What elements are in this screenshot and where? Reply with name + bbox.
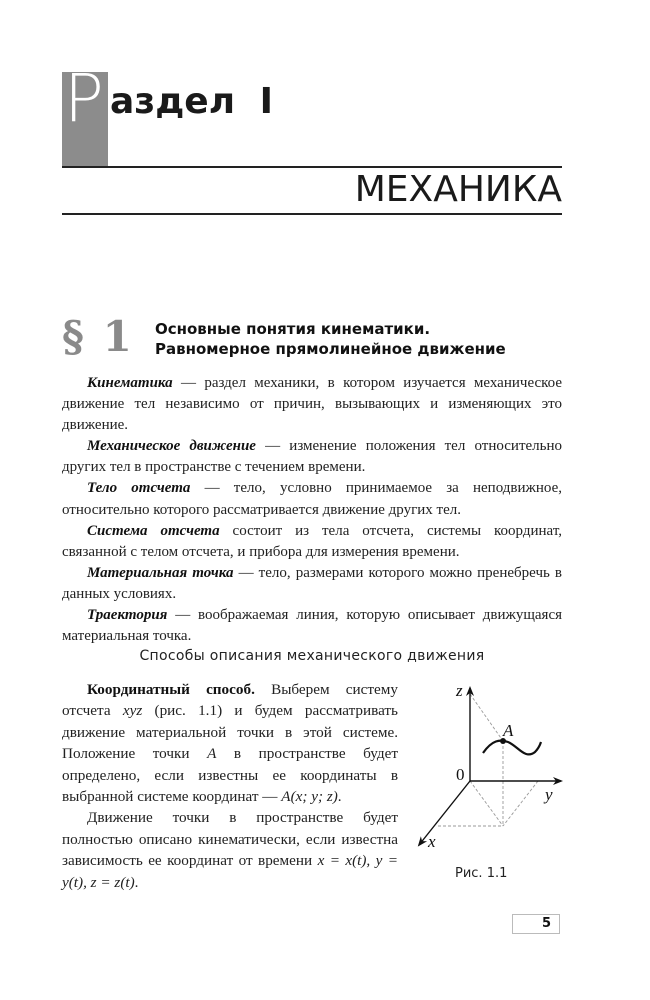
point-a-label: A [503,721,514,740]
motion-formula: x = x(t), y = y(t), z = z(t) [62,852,398,891]
definition-term: Механическое движение [87,438,256,455]
text-run: . [337,788,342,806]
definition-term: Траектория [87,607,168,624]
chapter-rule-bottom [62,213,562,215]
coordinate-paragraph-2 [62,807,398,893]
definition-term: Материальная точка [87,564,234,581]
definition-paragraph [62,436,562,478]
section-title-line-1: Основные понятия кинематики. [155,320,431,338]
figure-caption: Рис. 1.1 [455,866,508,881]
definition-text: — тело, размерами которого можно пренебречь в данных условиях. [62,564,563,602]
definition-paragraph [62,478,562,520]
coordinate-method-lead: Координатный способ. [87,681,255,698]
trajectory-curve [483,741,541,755]
definition-text: — изменение положения тел относительно других тел в пространстве с течением времени. [62,438,563,476]
chapter-initial-letter: Р [64,60,102,137]
text-run: Выберем систему отсчета [62,681,398,720]
definition-term: Кинематика [87,375,173,391]
page-number: 5 [541,916,551,931]
part-title: МЕХАНИКА [354,169,562,210]
page-number-box [512,914,560,934]
projection-line [470,694,503,741]
definition-paragraph [62,521,562,563]
text-run: в пространстве будет определено, если известны ее координаты в выбранной системе координат — [62,745,399,806]
definition-text: — тело, условно принимаемое за неподвижное, относительно которого рассматривается движение других тел. [62,480,562,518]
coordinate-paragraph-1 [62,679,398,807]
axis-x-label: x [428,832,436,851]
projection-line [470,781,503,826]
section-title-line-2: Равномерное прямолинейное движение [155,340,506,358]
definition-term: Система отсчета [87,522,220,539]
point-symbol: A [207,745,217,763]
text-run: . [134,873,139,891]
definition-term: Тело отсчета [87,480,191,497]
text-run: (рис. 1.1) и будем рассматривать движение материальной точки в этой системе. Положение точки [62,702,398,763]
point-formula: A(x; y; z) [281,788,338,806]
axis-z-label: z [456,681,463,700]
chapter-heading: аздел I [110,81,273,122]
projection-line [503,781,538,826]
coordinate-method-text [62,679,398,893]
x-axis [419,781,470,845]
axis-y-label: y [545,785,553,804]
chapter-rule-top [62,166,562,168]
subheading: Способы описания механического движения [139,648,485,664]
section-title [155,319,506,359]
text-run: Движение точки в пространстве будет полностью описано кинематически, если известна зависимость ее координат от времени [62,809,398,870]
definition-paragraph [62,373,562,436]
figure-coordinate-system [400,670,580,870]
definition-paragraph [62,563,562,605]
xyz-symbol: xyz [122,702,143,720]
origin-label: 0 [456,765,465,784]
definition-text: — раздел механики, в котором изучается механическое движение тел независимо от причин, вызывающих и изменяющих это движение. [62,375,562,434]
definitions-block [62,373,562,647]
section-number: § 1 [62,312,134,361]
definition-text: — воображаемая линия, которую описывает движущаяся материальная точка. [62,607,562,645]
definition-paragraph [62,605,562,647]
definition-text: состоит из тела отсчета, системы координат, связанной с телом отсчета, и прибора для измерения времени. [62,522,562,560]
